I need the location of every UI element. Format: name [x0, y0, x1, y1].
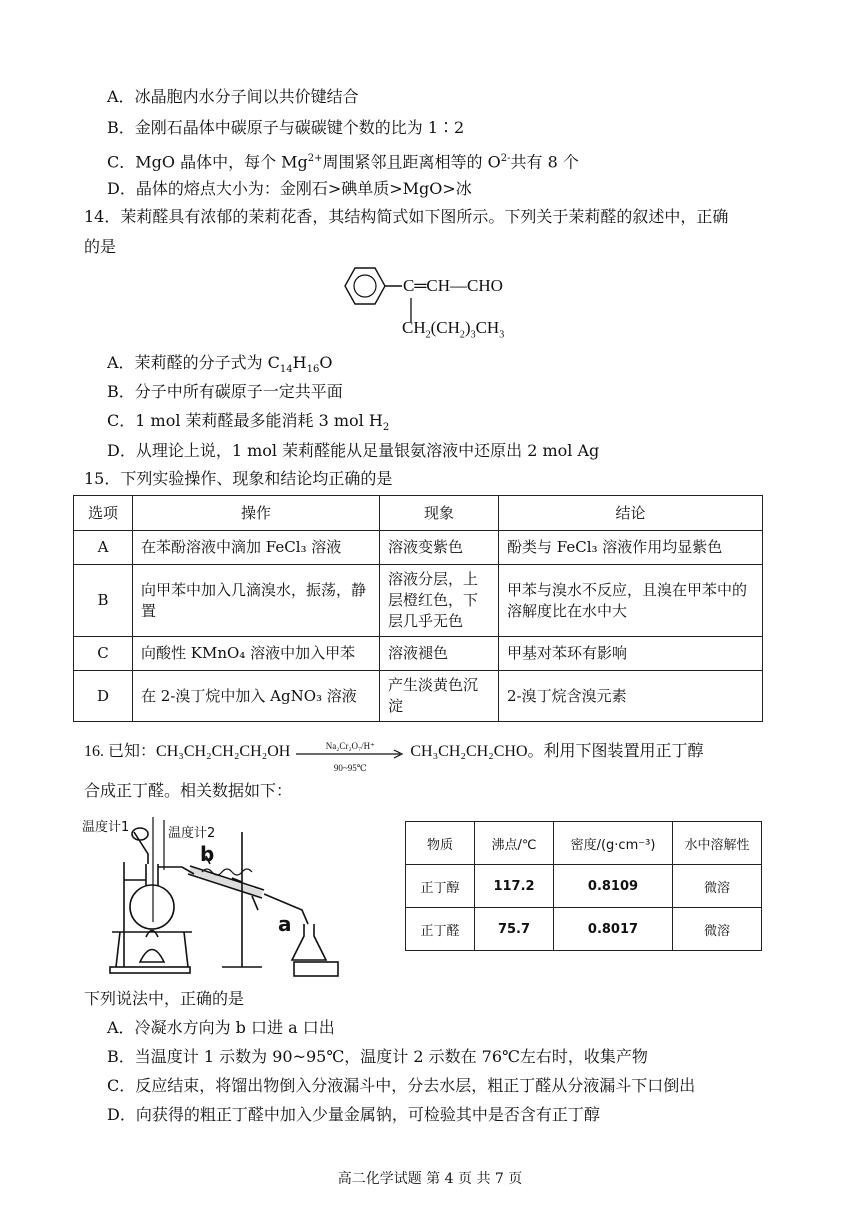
properties-table: [405, 821, 762, 951]
cell-density: 0.8109: [554, 865, 673, 908]
cell-phenomenon: 产生淡黄色沉淀: [380, 671, 499, 722]
label-thermometer-2: 温度计2: [168, 826, 216, 841]
cell-phenomenon: 溶液分层，上层橙红色，下层几乎无色: [380, 565, 499, 637]
header-boiling-point: 沸点/℃: [475, 822, 554, 865]
table-header-row: [74, 496, 763, 531]
q14-stem-cont: 的是: [84, 237, 117, 256]
header-conclusion: 结论: [499, 496, 763, 531]
q13-option-c: C．MgO 晶体中，每个 $Mg^{2+}$周围紧邻且距离相等的 $O^{2-}$共有 8 个: [107, 152, 579, 172]
table-row: [74, 671, 763, 722]
table-row: [74, 531, 763, 565]
header-density: 密度/(g·cm⁻³): [554, 822, 673, 865]
cell-boiling-point: 117.2: [475, 865, 554, 908]
q14-option-b: B．分子中所有碳原子一定共平面: [107, 382, 343, 401]
jasminaldehyde-structure: [330, 262, 560, 342]
cell-substance: 正丁醇: [406, 865, 475, 908]
header-substance: 物质: [406, 822, 475, 865]
q16-stem: 16. 已知：CH₃CH₂CH₂CH₂OH Na₂Cr₂O₇/H⁺ 90~95℃ CH₃CH₂CH₂CHO。利用下图装置用正丁醇: [84, 741, 704, 763]
cell-phenomenon: 溶液褪色: [380, 637, 499, 671]
table-row: [406, 908, 762, 951]
header-option: 选项: [74, 496, 133, 531]
q16-stem-cont: 合成正丁醛。相关数据如下：: [84, 781, 293, 800]
q13-option-b: B．金刚石晶体中碳原子与碳碳键个数的比为 1∶2: [107, 118, 465, 137]
q16-option-c: C．反应结束，将馏出物倒入分液漏斗中，分去水层，粗正丁醛从分液漏斗下口倒出: [107, 1076, 696, 1095]
cell-phenomenon: 溶液变紫色: [380, 531, 499, 565]
cell-density: 0.8017: [554, 908, 673, 951]
main-chain: C═CH—CHO: [403, 276, 503, 295]
cell-option: D: [74, 671, 133, 722]
page-footer: 高二化学试题 第 4 页 共 7 页: [337, 1171, 523, 1187]
q16-question: 下列说法中，正确的是: [84, 989, 245, 1008]
cell-operation: 在 2-溴丁烷中加入 AgNO₃ 溶液: [133, 671, 380, 722]
q14-stem: 14．茉莉醛具有浓郁的茉莉花香，其结构简式如下图所示。下列关于茉莉醛的叙述中，正确: [84, 207, 729, 226]
apparatus-icon: [82, 812, 362, 982]
arrow-reagent: Na₂Cr₂O₇/H⁺: [325, 741, 375, 752]
cell-boiling-point: 75.7: [475, 908, 554, 951]
q13-option-d: D．晶体的熔点大小为：金刚石>碘单质>MgO>冰: [107, 179, 472, 198]
reaction-arrow: [294, 741, 406, 774]
arrow-condition: 90~95℃: [333, 763, 367, 774]
table-row: [406, 865, 762, 908]
cell-operation: 向甲苯中加入几滴溴水，振荡，静置: [133, 565, 380, 637]
label-a: a: [278, 912, 292, 936]
cell-conclusion: 甲苯与溴水不反应，且溴在甲苯中的溶解度比在水中大: [499, 565, 763, 637]
q14-option-c: C．1 mol 茉莉醛最多能消耗 3 mol $H_2$: [107, 411, 390, 434]
cell-conclusion: 酚类与 FeCl₃ 溶液作用均显紫色: [499, 531, 763, 565]
q14-option-d: D．从理论上说，1 mol 茉莉醛能从足量银氨溶液中还原出 2 mol Ag: [107, 441, 600, 460]
q16-option-b: B．当温度计 1 示数为 90~95℃，温度计 2 示数在 76℃左右时，收集产物: [107, 1047, 648, 1066]
header-operation: 操作: [133, 496, 380, 531]
q13-option-a: A．冰晶胞内水分子间以共价键结合: [107, 87, 359, 106]
q16-option-d: D．向获得的粗正丁醛中加入少量金属钠，可检验其中是否含有正丁醇: [107, 1105, 600, 1124]
q16-option-a: A．冷凝水方向为 b 口进 a 口出: [107, 1018, 335, 1037]
cell-operation: 在苯酚溶液中滴加 FeCl₃ 溶液: [133, 531, 380, 565]
benzene-ring-icon: [330, 262, 405, 318]
distillation-apparatus: [82, 812, 362, 982]
table-header-row: [406, 822, 762, 865]
q15-table: [73, 495, 763, 722]
table-row: [74, 565, 763, 637]
header-phenomenon: 现象: [380, 496, 499, 531]
cell-option: B: [74, 565, 133, 637]
cell-option: A: [74, 531, 133, 565]
cell-substance: 正丁醛: [406, 908, 475, 951]
table-row: [74, 637, 763, 671]
label-b: b: [200, 842, 215, 866]
q14-option-a: A．茉莉醛的分子式为 $C_{14}H_{16}O$: [107, 353, 333, 376]
cell-conclusion: 2-溴丁烷含溴元素: [499, 671, 763, 722]
cell-solubility: 微溶: [673, 908, 762, 951]
cell-operation: 向酸性 KMnO₄ 溶液中加入甲苯: [133, 637, 380, 671]
label-thermometer-1: 温度计1: [82, 820, 130, 835]
cell-solubility: 微溶: [673, 865, 762, 908]
q15-stem: 15．下列实验操作、现象和结论均正确的是: [84, 469, 393, 488]
side-chain: $CH_2(CH_2)_3CH_3$: [402, 318, 505, 341]
header-solubility: 水中溶解性: [673, 822, 762, 865]
cell-conclusion: 甲基对苯环有影响: [499, 637, 763, 671]
cell-option: C: [74, 637, 133, 671]
